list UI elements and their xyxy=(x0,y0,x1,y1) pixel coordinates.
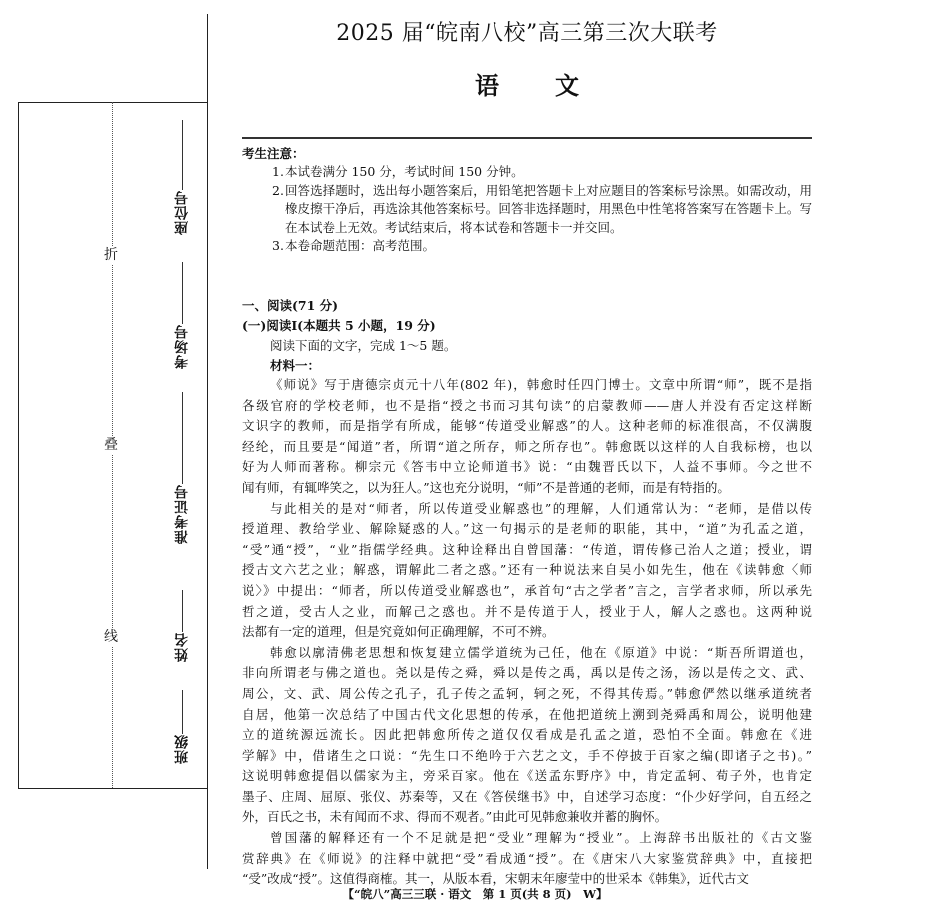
notice-item-number: 2. xyxy=(272,182,284,198)
passage-line: 学解》中，借诸生之口说：“先生口不绝吟于六艺之文，手不停披于百家之编(即诸子之书)。” xyxy=(242,747,812,763)
notice-list xyxy=(272,163,812,256)
passage-line: 周公，文、武、周公传之孔子，孔子传之孟轲，轲之死，不得其传焉。”韩愈俨然以继承道统者 xyxy=(242,685,812,701)
page-footer: 【“皖八”高三三联 · 语文 第 1 页(共 8 页) W】 xyxy=(342,887,608,901)
class-line xyxy=(182,690,183,734)
passage-line: 文识字的教师，而是指学有所成，能够“传道受业解惑”的人。这种老师的标准很高，不仅满腹 xyxy=(242,418,812,434)
passage-line: 各级官府的学校老师，也不是指“授之书而习其句读”的启蒙教师——唐人并没有否定这样断 xyxy=(242,397,812,413)
binding-top-rule xyxy=(18,102,208,103)
passage-line: “受”改成“授”。这值得商榷。其一，从版本看，宋朝末年廖莹中的世采本《韩集》，近代古文 xyxy=(242,871,749,887)
admission-number-line xyxy=(182,392,183,484)
passage-line: 墨子、庄周、屈原、张仪、苏秦等，又在《答侯继书》中，自述学习态度：“仆少好学问，自五经之 xyxy=(242,788,812,804)
passage-line: 这说明韩愈提倡以儒家为主，旁采百家。他在《送孟东野序》中，肯定孟轲、荀子外，也肯定 xyxy=(242,768,812,784)
part-heading: 一、阅读(71 分) xyxy=(242,298,339,313)
subject-title: 语文 xyxy=(475,71,635,100)
passage-line: 经纶，而且要是“闻道”者，所谓“道之所存，师之所存也”。韩愈既以这样的人自我标榜，也以 xyxy=(242,438,812,454)
passage-line: 说〉》中提出：“师者，所以传道受业解惑也”，承首句“古之学者”言之，言学者求师，所以承先 xyxy=(242,582,812,598)
notice-item xyxy=(272,237,812,256)
reading-instruction: 阅读下面的文字，完成 1～5 题。 xyxy=(270,338,457,353)
passage-line: 立的道统源远流长。因此把韩愈所传之道仅仅看成是孔孟之道，恐怕不全面。韩愈在《进 xyxy=(242,727,812,743)
passage-line: 赏辞典》在《师说》的注释中就把“受”看成通“授”。在《唐宋八大家鉴赏辞典》中，直接把 xyxy=(242,850,812,866)
passage-line: 外，百氏之书，未有闻而不求、得而不观者。”由此可见韩愈兼收并蓄的胸怀。 xyxy=(242,809,668,825)
seat-number-label: 座位号 xyxy=(174,190,190,235)
passage-line: 授古文六艺之业；解惑，谓解此二者之惑。”还有一种说法来自吴小如先生，他在《读韩愈〈师 xyxy=(242,562,812,578)
passage-line: 非向所谓老与佛之道也。尧以是传之舜，舜以是传之禹，禹以是传之汤，汤以是传之文、武、 xyxy=(242,665,812,681)
binding-border xyxy=(207,14,208,869)
notice-item-number: 3. xyxy=(272,238,284,253)
fold-char-1: 折 xyxy=(104,247,118,263)
header-rule xyxy=(242,137,812,139)
binding-left-rule xyxy=(18,102,19,788)
passage-line: 韩愈以廓清佛老思想和恢复建立儒学道统为己任，他在《原道》中说：“斯吾所谓道也， xyxy=(270,644,812,660)
name-field[interactable] xyxy=(172,590,192,662)
exam-room-label: 考场号 xyxy=(174,324,190,369)
notice-item-number: 1. xyxy=(272,164,284,179)
name-line xyxy=(182,590,183,632)
notice-item xyxy=(272,163,812,182)
material-label: 材料一： xyxy=(270,358,321,373)
passage-line: 好为人师而著称。柳宗元《答韦中立论师道书》说：“由魏晋氏以下，人益不事师。今之世不 xyxy=(242,459,812,475)
passage-line: 自居，他第一次总结了中国古代文化思想的传承，在他把道统上溯到尧舜禹和周公，说明他建 xyxy=(242,706,812,722)
subpart-heading: (一)阅读Ⅰ(本题共 5 小题，19 分) xyxy=(242,318,436,333)
passage-line: 曾国藩的解释还有一个不足就是把“受业”理解为“授业”。上海辞书出版社的《古文鉴 xyxy=(270,830,812,846)
notice-item xyxy=(272,182,812,238)
binding-strip xyxy=(0,0,208,912)
exam-room-field[interactable] xyxy=(172,262,192,369)
admission-number-field[interactable] xyxy=(172,392,192,544)
binding-bottom-rule xyxy=(18,788,208,789)
notice-item-text: 本试卷满分 150 分，考试时间 150 分钟。 xyxy=(285,164,524,179)
seat-number-line xyxy=(182,120,183,190)
passage-line: 《师说》写于唐德宗贞元十八年(802 年)，韩愈时任四门博士。文章中所谓“师”，既不是指 xyxy=(270,377,812,392)
seat-number-field[interactable] xyxy=(172,120,192,235)
passage-line: 法都有一定的道理，但是究竟如何正确理解，不可不辨。 xyxy=(242,624,555,640)
passage-line: 哲之道，受古人之业，而解己之惑也。并不是传道于人，授业于人，解人之惑也。这两种说 xyxy=(242,603,812,619)
passage-line: “受”通“授”，“业”指儒学经典。这种诠释出自曾国藩：“传道，谓传修己治人之道；授业，谓 xyxy=(242,541,812,557)
fold-char-3: 线 xyxy=(104,629,118,645)
exam-room-line xyxy=(182,262,183,324)
fold-char-2: 叠 xyxy=(104,437,118,453)
class-label: 班级 xyxy=(174,734,190,764)
passage-line: 与此相关的是对“师者，所以传道受业解惑也”的理解，人们通常认为：“老师，是借以传 xyxy=(270,500,812,516)
class-field[interactable] xyxy=(172,690,192,764)
passage-line: 闻有师，有辄哗笑之，以为狂人。”这也充分说明，“师”不是普通的老师，而是有特指的。 xyxy=(242,479,730,495)
notice-item-text: 回答选择题时，选出每小题答案后，用铅笔把答题卡上对应题目的答案标号涂黑。如需改动，用橡皮擦干净后，再选涂其他答案标号。回答非选择题时，用黑色中性笔将答案写在答题卡上。写在本试卷上无效。考试结束后，将本试卷和答题卡一并交回。 xyxy=(285,182,812,235)
admission-number-label: 准考证号 xyxy=(174,484,190,544)
exam-title: 2025 届“皖南八校”高三第三次大联考 xyxy=(336,21,718,46)
reading-passage xyxy=(242,375,812,890)
name-label: 姓名 xyxy=(174,632,190,662)
passage-line: 授道理、教给学业、解除疑惑的人。”这一句揭示的是老师的职能，其中，“道”为孔孟之道， xyxy=(242,521,812,537)
notice-item-text: 本卷命题范围：高考范围。 xyxy=(285,238,436,253)
notice-heading: 考生注意： xyxy=(242,146,305,161)
